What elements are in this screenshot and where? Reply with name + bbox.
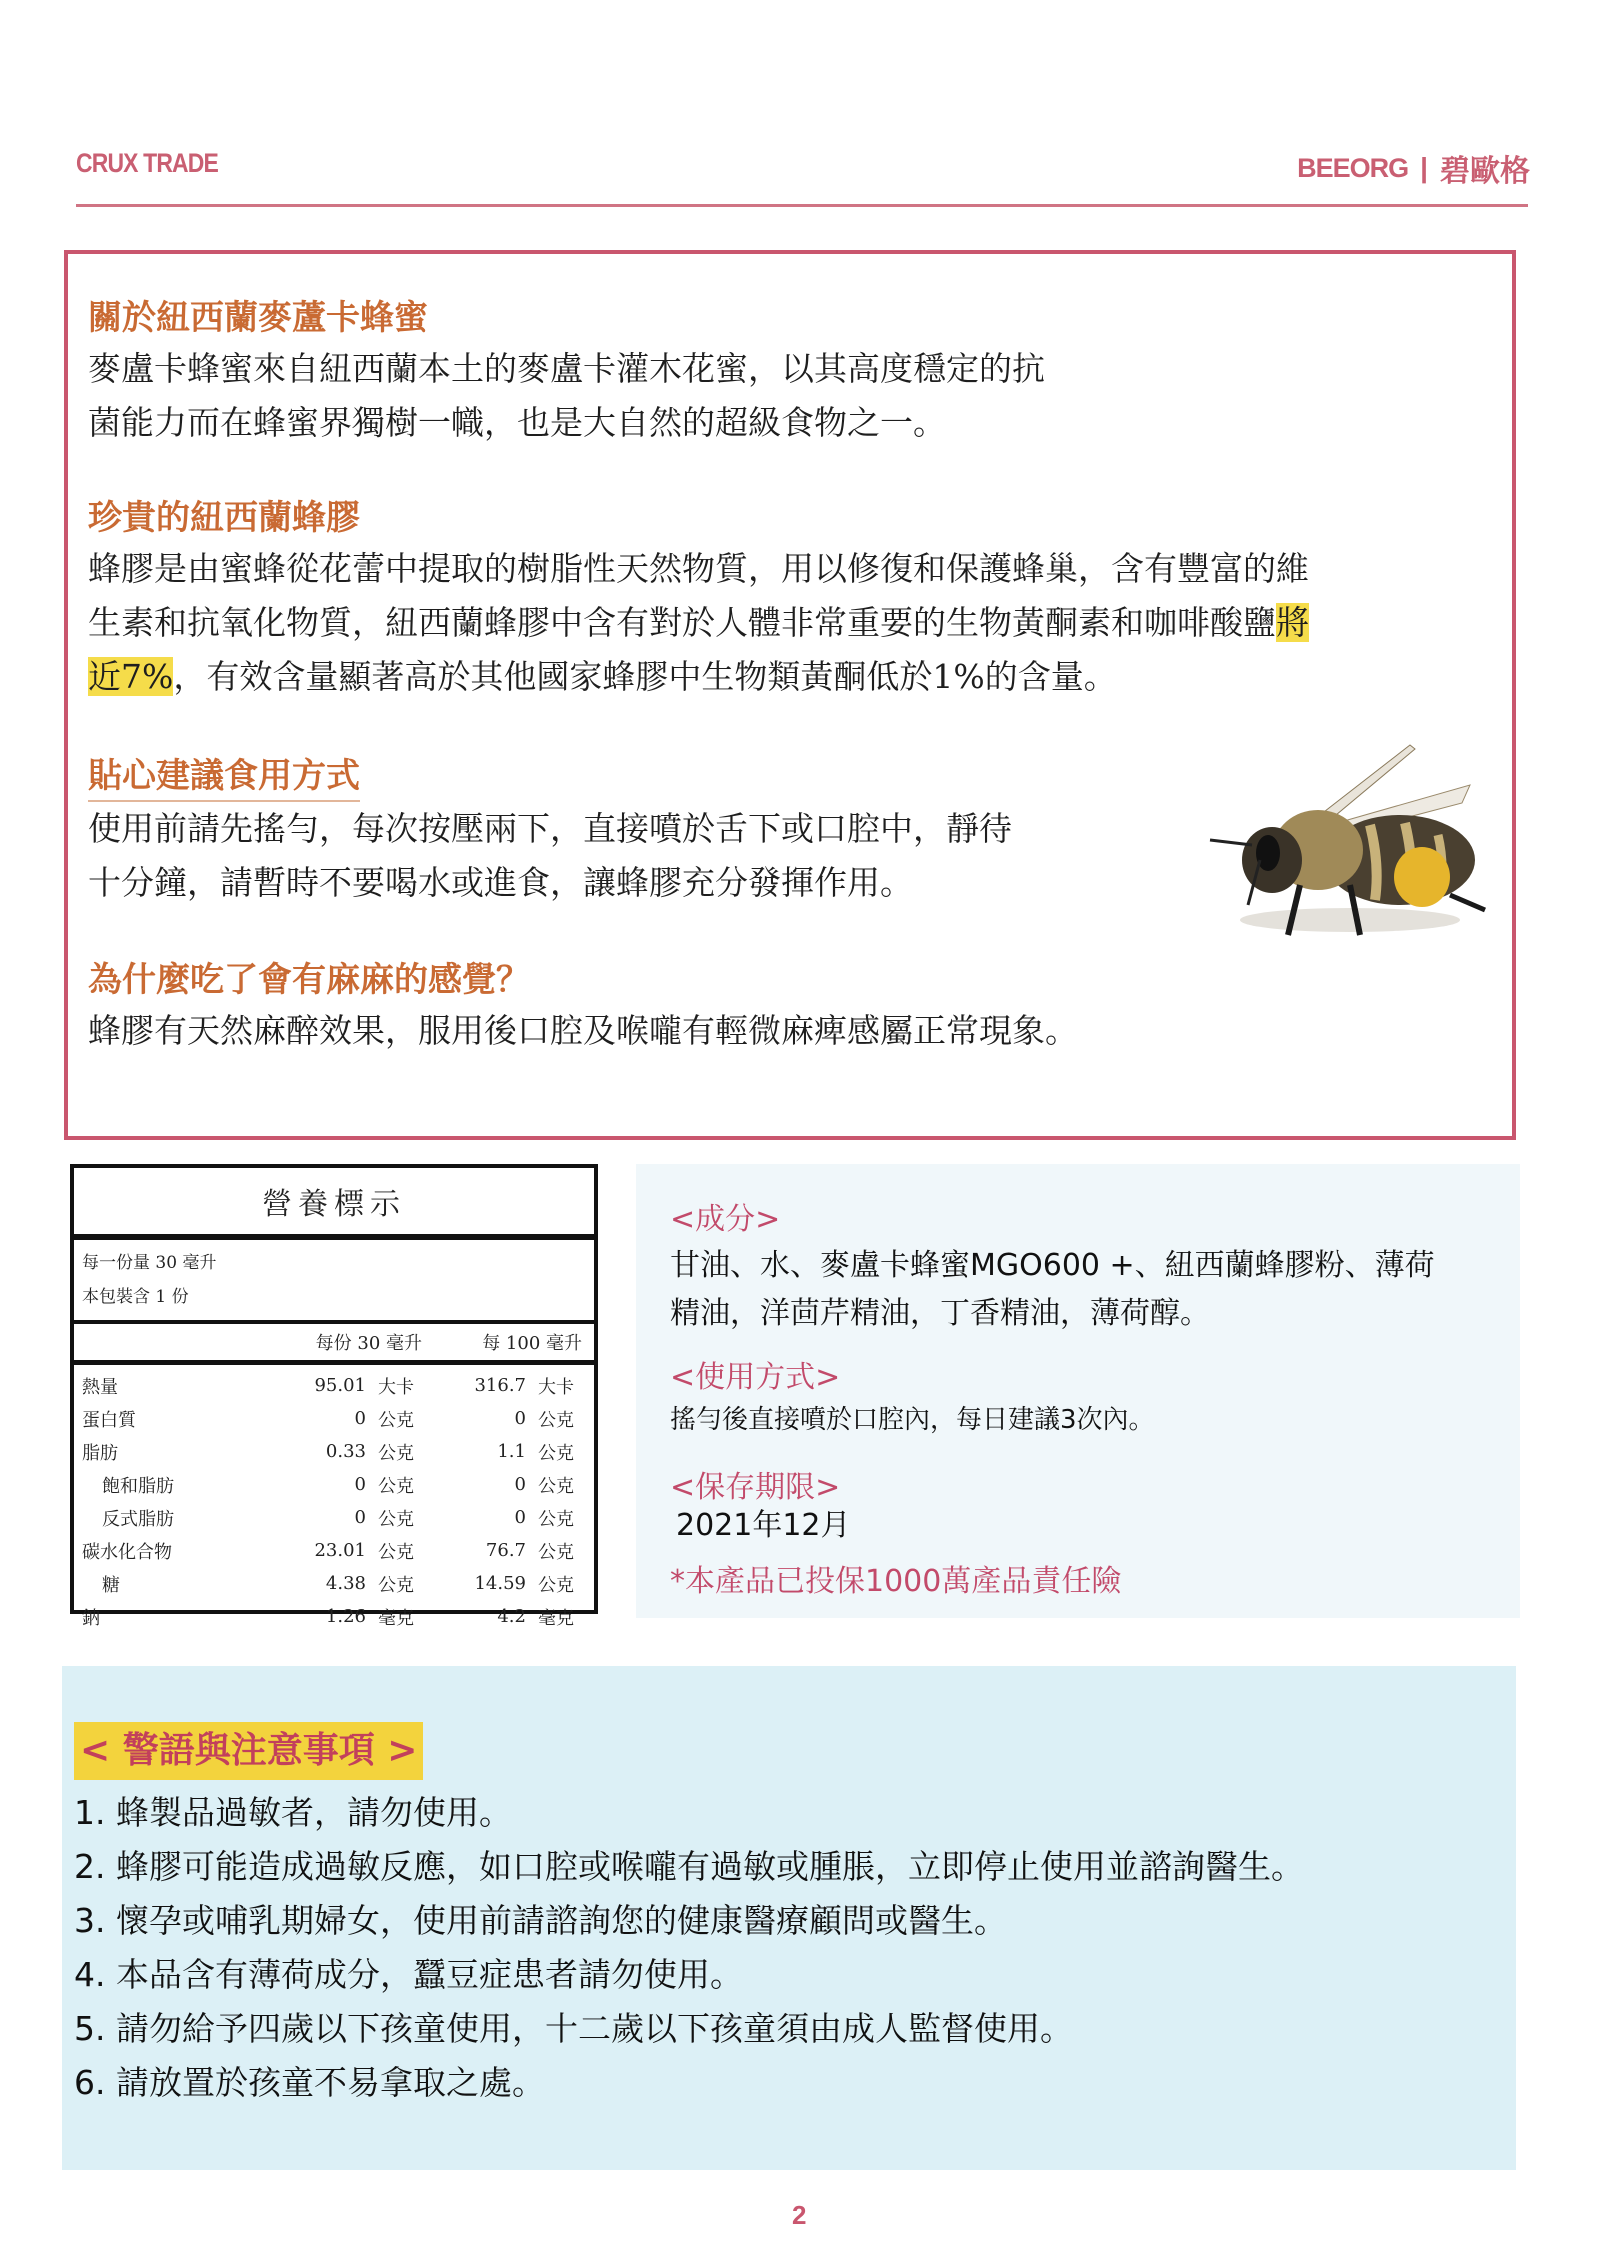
unit: 公克 <box>378 1409 414 1431</box>
unit: 公克 <box>538 1409 574 1431</box>
warning-item: 1. 蜂製品過敏者，請勿使用。 <box>74 1793 512 1832</box>
text: 生素和抗氧化物質，紐西蘭蜂膠中含有對於人體非常重要的生物黃酮素和咖啡酸鹽 <box>88 603 1276 642</box>
section-line: 十分鐘，請暫時不要喝水或進食，讓蜂膠充分發揮作用。 <box>88 863 913 902</box>
intro-box <box>64 250 1516 1140</box>
nutrition-row <box>74 1600 594 1633</box>
ingredients-line: 精油，洋茴芹精油，丁香精油，薄荷醇。 <box>670 1296 1210 1331</box>
unit: 公克 <box>378 1442 414 1464</box>
value-100ml: 1.1 <box>497 1441 526 1462</box>
nutrition-row <box>74 1468 594 1501</box>
unit: 毫克 <box>538 1607 574 1629</box>
warnings-title: < 警語與注意事項 > <box>74 1722 423 1780</box>
section-title: 關於紐西蘭麥蘆卡蜂蜜 <box>88 298 428 338</box>
serving-size: 每一份量 30 毫升 <box>82 1253 217 1273</box>
section-title: 珍貴的紐西蘭蜂膠 <box>88 498 360 538</box>
serving-info <box>74 1240 594 1324</box>
brand-separator: | <box>1420 152 1428 183</box>
unit: 公克 <box>378 1508 414 1530</box>
brand-zh: 碧歐格 <box>1440 155 1530 188</box>
warning-item: 2. 蜂膠可能造成過敏反應，如口腔或喉嚨有過敏或腫脹，立即停止使用並諮詢醫生。 <box>74 1847 1304 1886</box>
brand-crux-trade: CRUX TRADE <box>76 148 218 178</box>
unit: 公克 <box>538 1475 574 1497</box>
nutrient-name: 飽和脂肪 <box>102 1475 174 1497</box>
brand-beeorg <box>1297 146 1530 190</box>
nutrient-name: 反式脂肪 <box>102 1508 174 1530</box>
warning-item: 3. 懷孕或哺乳期婦女，使用前請諮詢您的健康醫療顧問或醫生。 <box>74 1901 1007 1940</box>
nutrition-column-headers <box>74 1324 594 1365</box>
page-number: 2 <box>792 2200 807 2230</box>
header-divider <box>76 204 1528 207</box>
col-per-100ml: 每 100 毫升 <box>482 1333 582 1354</box>
usage-label: <使用方式> <box>670 1360 841 1395</box>
value-100ml: 4.2 <box>497 1606 526 1627</box>
section-line: 菌能力而在蜂蜜界獨樹一幟，也是大自然的超級食物之一。 <box>88 403 946 442</box>
section-title: 為什麼吃了會有麻麻的感覺？ <box>88 960 530 1000</box>
expiry-text: 2021年12月 <box>676 1508 851 1543</box>
unit: 公克 <box>538 1508 574 1530</box>
highlight-text: 將 <box>1276 603 1309 642</box>
value-serving: 0 <box>354 1507 366 1528</box>
section-numbness <box>88 956 1078 1058</box>
unit: 公克 <box>378 1574 414 1596</box>
value-100ml: 316.7 <box>474 1375 526 1396</box>
nutrient-name: 碳水化合物 <box>82 1541 172 1563</box>
nutrition-row <box>74 1435 594 1468</box>
value-serving: 0 <box>354 1474 366 1495</box>
unit: 公克 <box>378 1541 414 1563</box>
section-line: 麥盧卡蜂蜜來自紐西蘭本土的麥盧卡灌木花蜜，以其高度穩定的抗 <box>88 349 1045 388</box>
nutrition-row <box>74 1567 594 1600</box>
nutrient-name: 熱量 <box>82 1376 118 1398</box>
text: ，有效含量顯著高於其他國家蜂膠中生物類黃酮低於1%的含量。 <box>173 657 1117 696</box>
nutrition-facts-table <box>70 1164 598 1629</box>
nutrient-name: 蛋白質 <box>82 1409 136 1431</box>
warnings-list <box>74 1786 1304 2110</box>
unit: 大卡 <box>378 1376 414 1398</box>
section-line: 使用前請先搖勻，每次按壓兩下，直接噴於舌下或口腔中，靜待 <box>88 809 1012 848</box>
section-manuka-honey <box>88 294 1045 450</box>
col-per-serving: 每份 30 毫升 <box>315 1333 422 1354</box>
expiry-label: <保存期限> <box>670 1470 841 1505</box>
value-serving: 95.01 <box>314 1375 366 1396</box>
unit: 公克 <box>538 1574 574 1596</box>
nutrition-rows <box>74 1365 594 1633</box>
warning-item: 6. 請放置於孩童不易拿取之處。 <box>74 2063 545 2102</box>
insurance-note: *本產品已投保1000萬產品責任險 <box>670 1564 1122 1599</box>
warnings-panel <box>62 1666 1516 2170</box>
product-info-panel <box>636 1164 1520 1618</box>
nutrition-title: 營養標示 <box>74 1168 594 1240</box>
value-100ml: 0 <box>514 1474 526 1495</box>
ingredients-label: <成分> <box>670 1202 781 1237</box>
honeybee-image <box>1200 735 1500 945</box>
value-serving: 4.38 <box>325 1573 366 1594</box>
nutrition-row <box>74 1402 594 1435</box>
usage-text: 搖勻後直接噴於口腔內，每日建議3次內。 <box>670 1405 1155 1435</box>
section-propolis <box>88 494 1309 704</box>
nutrient-name: 鈉 <box>82 1607 100 1629</box>
nutrition-row <box>74 1369 594 1402</box>
section-usage-tips <box>88 752 1012 910</box>
ingredients-line: 甘油、水、麥盧卡蜂蜜MGO600 +、紐西蘭蜂膠粉、薄荷 <box>670 1248 1435 1283</box>
value-100ml: 0 <box>514 1408 526 1429</box>
value-serving: 0 <box>354 1408 366 1429</box>
unit: 毫克 <box>378 1607 414 1629</box>
value-100ml: 14.59 <box>474 1573 526 1594</box>
value-100ml: 76.7 <box>485 1540 526 1561</box>
value-serving: 1.26 <box>325 1606 366 1627</box>
unit: 公克 <box>538 1442 574 1464</box>
nutrient-name: 脂肪 <box>82 1442 118 1464</box>
section-line <box>88 596 1309 650</box>
nutrition-row <box>74 1501 594 1534</box>
highlight-text: 近7% <box>88 657 174 696</box>
unit: 公克 <box>378 1475 414 1497</box>
warning-item: 4. 本品含有薄荷成分，蠶豆症患者請勿使用。 <box>74 1955 743 1994</box>
value-serving: 23.01 <box>314 1540 366 1561</box>
nutrition-row <box>74 1534 594 1567</box>
section-line: 蜂膠是由蜜蜂從花蕾中提取的樹脂性天然物質，用以修復和保護蜂巢，含有豐富的維 <box>88 549 1309 588</box>
brand-en: BEEORG <box>1297 152 1409 183</box>
section-line: 蜂膠有天然麻醉效果，服用後口腔及喉嚨有輕微麻痺感屬正常現象。 <box>88 1011 1078 1050</box>
servings-per-pack: 本包裝含 1 份 <box>82 1287 189 1307</box>
unit: 公克 <box>538 1541 574 1563</box>
warning-item: 5. 請勿給予四歲以下孩童使用，十二歲以下孩童須由成人監督使用。 <box>74 2009 1073 2048</box>
nutrient-name: 糖 <box>102 1574 120 1596</box>
value-serving: 0.33 <box>325 1441 366 1462</box>
value-100ml: 0 <box>514 1507 526 1528</box>
section-line <box>88 650 1309 704</box>
unit: 大卡 <box>538 1376 574 1398</box>
section-title: 貼心建議食用方式 <box>88 752 360 802</box>
